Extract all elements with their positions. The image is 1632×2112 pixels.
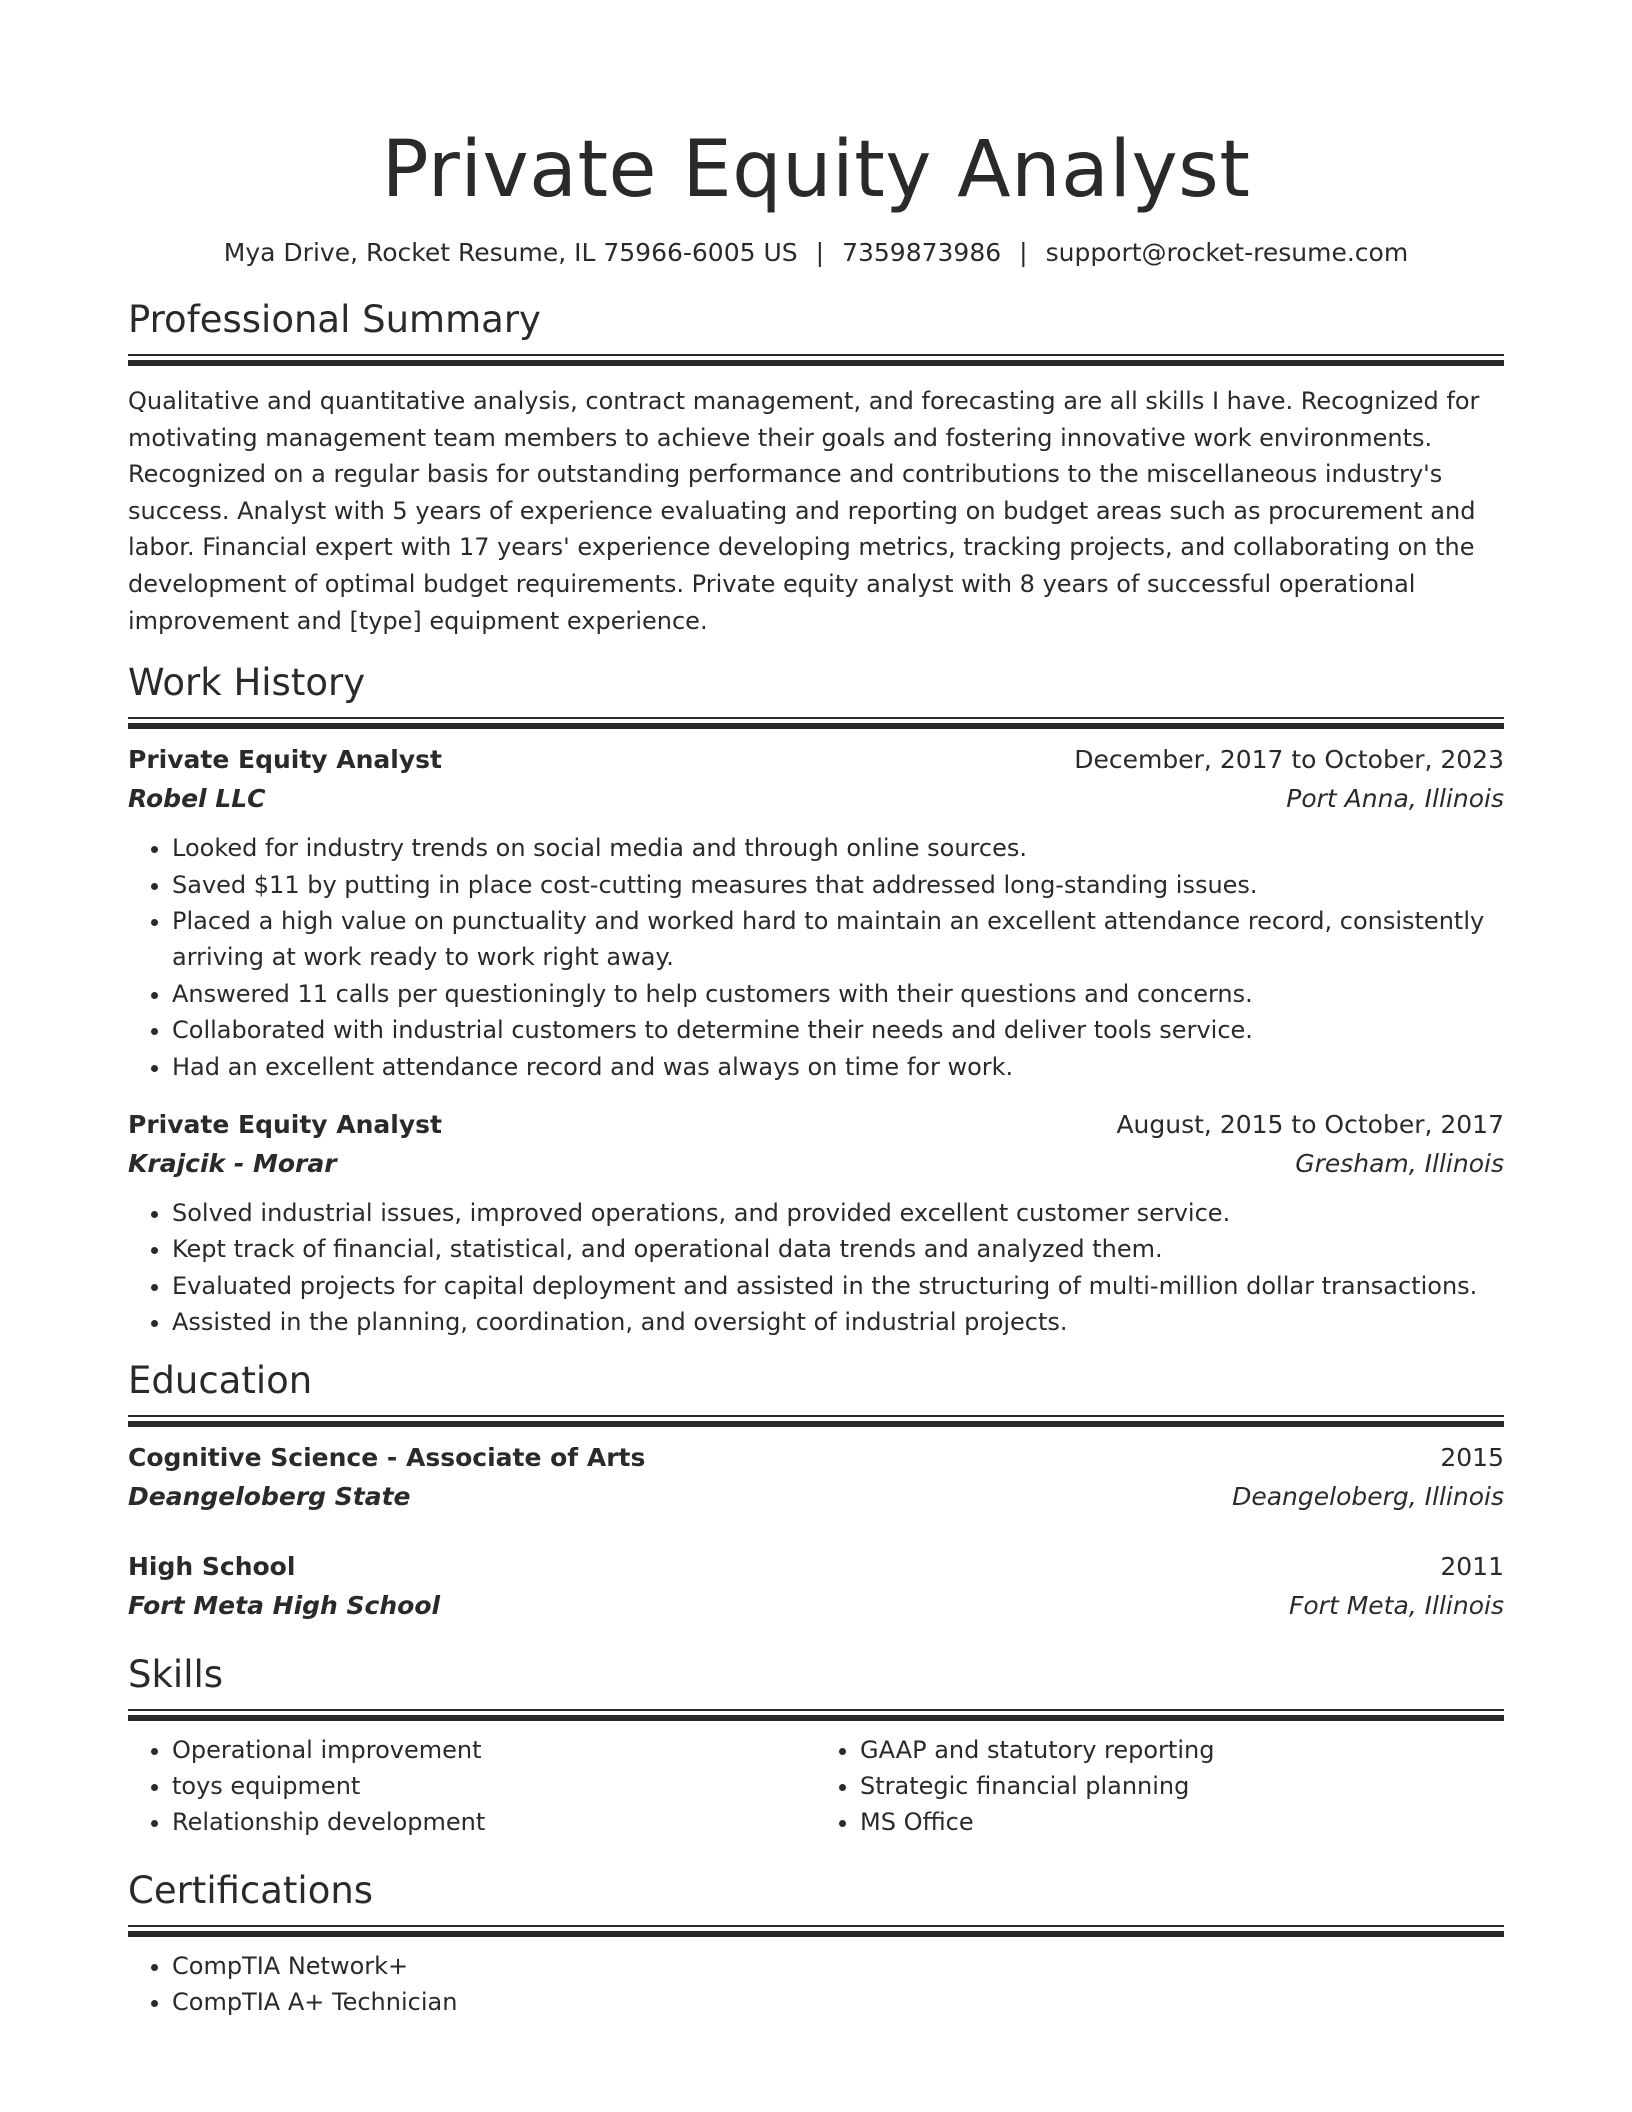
education-entry bbox=[128, 1438, 1504, 1516]
contact-line bbox=[128, 236, 1504, 270]
education-school: Fort Meta High School bbox=[128, 1590, 441, 1620]
section-divider bbox=[128, 1709, 1504, 1720]
job-position: Private Equity Analyst bbox=[128, 745, 443, 775]
skills-section bbox=[128, 1651, 1504, 1841]
education-year: 2015 bbox=[1440, 1442, 1504, 1472]
list-item: • Relationship development bbox=[172, 1804, 816, 1840]
job-company: Krajcik - Morar bbox=[128, 1149, 337, 1178]
list-item: • Had an excellent attendance record and was always on time for work. bbox=[172, 1049, 1504, 1085]
contact-address: Mya Drive, Rocket Resume, IL 75966-6005 US bbox=[223, 238, 798, 267]
certifications-list bbox=[128, 1948, 1504, 2021]
education-degree: High School bbox=[128, 1551, 296, 1581]
skills-grid bbox=[128, 1732, 1504, 1841]
education-location: Deangeloberg, Illinois bbox=[1232, 1481, 1504, 1511]
job-entry bbox=[128, 740, 1504, 1085]
section-title-summary: Professional Summary bbox=[128, 298, 541, 341]
list-item: • Placed a high value on punctuality and worked hard to maintain an excellent attendance record, consistently arriving at work ready to work right away. bbox=[172, 903, 1504, 976]
skills-list-left bbox=[128, 1732, 816, 1841]
list-item: • Saved $11 by putting in place cost-cutting measures that addressed long-standing issues. bbox=[172, 867, 1504, 903]
education-location: Fort Meta, Illinois bbox=[1289, 1590, 1504, 1620]
list-item: • CompTIA A+ Technician bbox=[172, 1984, 1504, 2020]
contact-email: support@rocket-resume.com bbox=[1045, 238, 1409, 267]
contact-phone: 7359873986 bbox=[842, 238, 1002, 267]
job-bullets bbox=[128, 830, 1504, 1085]
list-item: • toys equipment bbox=[172, 1768, 816, 1804]
list-item: • Assisted in the planning, coordination, and oversight of industrial projects. bbox=[172, 1304, 1504, 1340]
education-year: 2011 bbox=[1440, 1551, 1504, 1581]
section-divider bbox=[128, 354, 1504, 365]
work-section bbox=[128, 659, 1504, 1340]
list-item: • GAAP and statutory reporting bbox=[860, 1732, 1504, 1768]
job-dates: August, 2015 to October, 2017 bbox=[1116, 1110, 1504, 1139]
contact-separator: | bbox=[815, 238, 825, 267]
education-entry bbox=[128, 1547, 1504, 1625]
job-entry bbox=[128, 1105, 1504, 1341]
education-section bbox=[128, 1357, 1504, 1625]
summary-text: Qualitative and quantitative analysis, contract management, and forecasting are all skills I have. Recognized for motivating management team members to achieve their goals and fostering innovative work environments. Recognized on a regular basis for outstanding performance and contributions to the miscellaneous industry's success. Analyst with 5 years of experience evaluating and reporting on budget areas such as procurement and labor. Financial expert with 17 years' experience developing metrics, tracking projects, and collaborating on the development of optimal budget requirements. Private equity analyst with 8 years of successful operational improvement and [type] equipment experience. bbox=[128, 387, 1480, 635]
list-item: • Evaluated projects for capital deployment and assisted in the structuring of multi-million dollar transactions. bbox=[172, 1268, 1504, 1304]
summary-section bbox=[128, 296, 1504, 639]
education-degree: Cognitive Science - Associate of Arts bbox=[128, 1442, 646, 1472]
list-item: • CompTIA Network+ bbox=[172, 1948, 1504, 1984]
list-item: • MS Office bbox=[860, 1804, 1504, 1840]
section-title-work: Work History bbox=[128, 661, 366, 705]
skills-list-right bbox=[816, 1732, 1504, 1841]
education-school: Deangeloberg State bbox=[128, 1481, 411, 1511]
list-item: • Solved industrial issues, improved operations, and provided excellent customer service. bbox=[172, 1195, 1504, 1231]
section-divider bbox=[128, 717, 1504, 728]
section-title-skills: Skills bbox=[128, 1652, 224, 1696]
job-bullets bbox=[128, 1195, 1504, 1341]
section-divider bbox=[128, 1925, 1504, 1936]
job-company: Robel LLC bbox=[128, 784, 266, 814]
section-divider bbox=[128, 1415, 1504, 1426]
section-title-certifications: Certifications bbox=[128, 1868, 374, 1912]
job-dates: December, 2017 to October, 2023 bbox=[1074, 745, 1504, 775]
list-item: • Answered 11 calls per questioningly to help customers with their questions and concerns. bbox=[172, 976, 1504, 1012]
certifications-section bbox=[128, 1867, 1504, 2021]
list-item: • Operational improvement bbox=[172, 1732, 816, 1768]
contact-separator: | bbox=[1019, 238, 1028, 267]
list-item: • Collaborated with industrial customers to determine their needs and deliver tools service. bbox=[172, 1012, 1504, 1048]
list-item: • Looked for industry trends on social media and through online sources. bbox=[172, 830, 1504, 866]
section-title-education: Education bbox=[128, 1358, 313, 1402]
list-item: • Strategic financial planning bbox=[860, 1768, 1504, 1804]
job-location: Gresham, Illinois bbox=[1295, 1149, 1504, 1178]
job-location: Port Anna, Illinois bbox=[1286, 784, 1504, 814]
list-item: • Kept track of financial, statistical, and operational data trends and analyzed them. bbox=[172, 1231, 1504, 1267]
resume-title: Private Equity Analyst bbox=[381, 125, 1251, 215]
job-position: Private Equity Analyst bbox=[128, 1110, 443, 1139]
